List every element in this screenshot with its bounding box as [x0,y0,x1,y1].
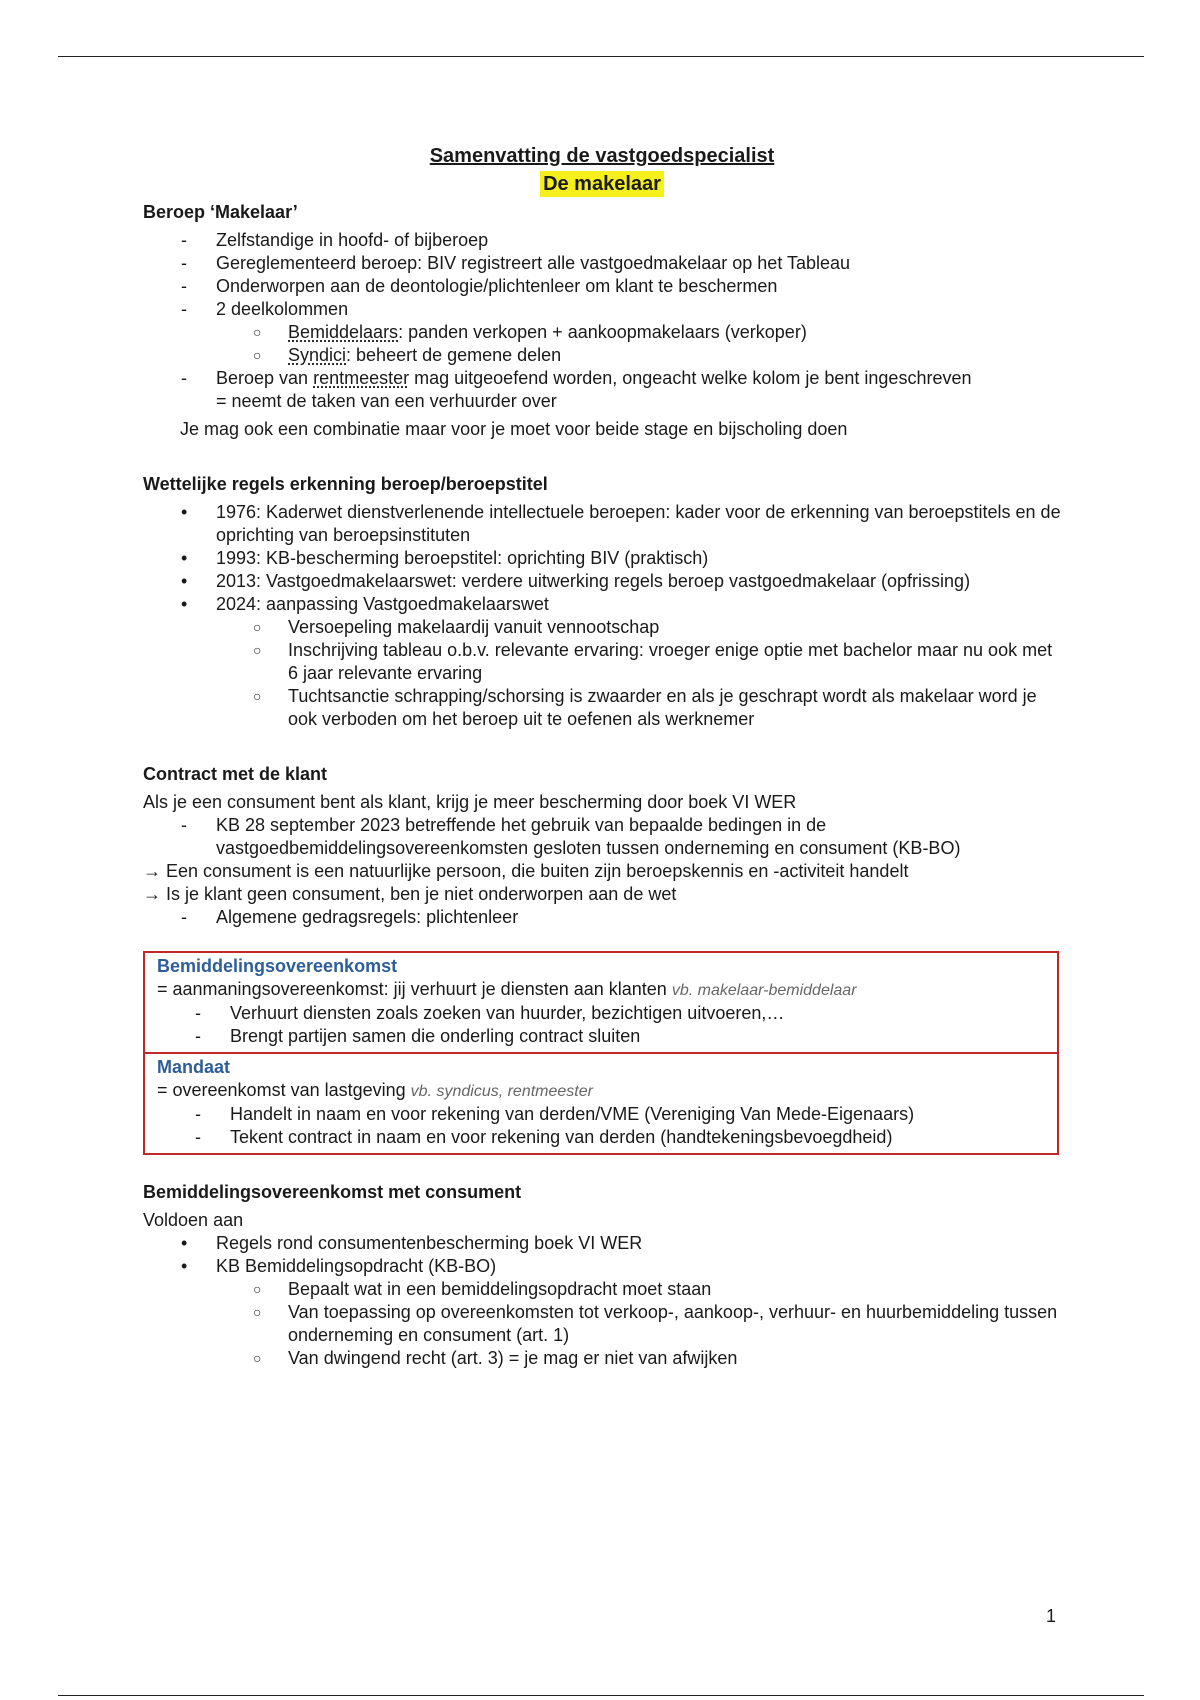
box-section-bemiddeling [145,953,1057,1052]
list-item [143,1232,1061,1255]
list-beroep [143,229,1061,413]
list-item [143,275,1061,298]
footer-rule [58,1695,1144,1696]
list-gedragsregels [143,906,1061,929]
example-text: vb. makelaar-bemiddelaar [671,982,857,999]
list-item [143,593,1061,616]
list-item-text: Algemene gedragsregels: plichtenleer [216,907,519,927]
list-item [157,1103,1045,1126]
circle-bullet-icon: ○ [253,1281,262,1297]
paragraph: Als je een consument bent als klant, krijg je meer bescherming door boek VI WER [143,792,797,812]
circle-bullet-icon: ○ [253,642,262,658]
section-heading-beroep: Beroep ‘Makelaar’ [143,202,298,222]
list-item [143,906,1061,929]
page-subtitle-highlighted: De makelaar [540,171,664,197]
sub-list-item [143,344,1061,367]
list-item [143,252,1061,275]
bullet-icon: • [181,502,188,522]
list-bemiddeling-consument [143,1232,1061,1370]
circle-bullet-icon: ○ [253,688,262,704]
list-item-text: Van toepassing op overeenkomsten tot verkoop-, aankoop-, verhuur- en huurbemiddeling tussen onderneming en consument (art. 1) [288,1302,1058,1345]
list-item-text: Beroep van [216,368,314,388]
note-text: Je mag ook een combinatie maar voor je moet voor beide stage en bijscholing doen [180,419,848,439]
list-item-text: Versoepeling makelaardij vanuit vennootschap [288,617,660,637]
box-definition [157,1079,1045,1103]
dotted-term: Syndici [288,345,347,365]
list-item [143,1255,1061,1278]
list-item [143,501,1061,547]
dash-marker: - [181,276,187,296]
list-item-text: Brengt partijen samen die onderling contract sluiten [230,1026,641,1046]
example-text: vb. syndicus, rentmeester [410,1083,593,1100]
circle-bullet-icon: ○ [253,1304,262,1320]
list-item-text: 2013: Vastgoedmakelaarswet: verdere uitwerking regels beroep vastgoedmakelaar (opfrissing) [216,571,971,591]
list-item [143,229,1061,252]
circle-bullet-icon: ○ [253,619,262,635]
dash-marker: - [181,230,187,250]
bullet-icon: • [181,571,188,591]
circle-bullet-icon: ○ [253,1350,262,1366]
bullet-icon: • [181,548,188,568]
list-item-text: mag uitgeoefend worden, ongeacht welke kolom je bent ingeschreven [409,368,972,388]
list-item-text: KB Bemiddelingsopdracht (KB-BO) [216,1256,497,1276]
list-item-text: Zelfstandige in hoofd- of bijberoep [216,230,489,250]
list-item-text: Regels rond consumentenbescherming boek VI WER [216,1233,643,1253]
section-heading-bemiddeling-consument: Bemiddelingsovereenkomst met consument [143,1182,522,1202]
arrow-line: → Is je klant geen consument, ben je niet onderworpen aan de wet [143,884,677,904]
list-item-text: KB 28 september 2023 betreffende het gebruik van bepaalde bedingen in de vastgoedbemiddelingsovereenkomsten gesloten tussen onderneming en consument (KB-BO) [216,815,961,858]
bullet-icon: • [181,1256,188,1276]
circle-bullet-icon: ○ [253,347,262,363]
list-item-text: Verhuurt diensten zoals zoeken van huurder, bezichtigen uitvoeren,… [230,1003,785,1023]
dotted-term: rentmeester [313,368,410,388]
list-item [157,1025,1045,1048]
sub-list-item [143,616,1061,639]
list-item [157,1002,1045,1025]
box-list [157,1002,1045,1048]
document-page [143,143,1061,1370]
page-number: 1 [1046,1606,1057,1626]
dotted-term: Bemiddelaars [288,322,399,342]
definition-text: = aanmaningsovereenkomst: jij verhuurt je diensten aan klanten [157,979,667,999]
list-item [143,814,1061,860]
list-item-text: Bepaalt wat in een bemiddelingsopdracht moet staan [288,1279,712,1299]
list-item [143,547,1061,570]
sub-list-item [143,1278,1061,1301]
definition-text: = overeenkomst van lastgeving [157,1080,406,1100]
sub-list-item [143,1347,1061,1370]
list-item-continuation: = neemt de taken van een verhuurder over [216,391,557,411]
list-item-text: 1976: Kaderwet dienstverlenende intellectuele beroepen: kader voor de erkenning van beroepstitels en de oprichting van beroepsinstituten [216,502,1061,545]
sub-list-item [143,639,1061,685]
list-item-text: Van dwingend recht (art. 3) = je mag er niet van afwijken [288,1348,738,1368]
dash-marker: - [181,907,187,927]
list-item-text: : panden verkopen + aankoopmakelaars (verkoper) [398,322,807,342]
circle-bullet-icon: ○ [253,324,262,340]
definition-box [143,951,1059,1155]
list-item-text: Gereglementeerd beroep: BIV registreert alle vastgoedmakelaar op het Tableau [216,253,851,273]
box-definition [157,978,1045,1002]
section-heading-wettelijke-regels: Wettelijke regels erkenning beroep/beroepstitel [143,474,548,494]
list-item-text: Tekent contract in naam en voor rekening van derden (handtekeningsbevoegdheid) [230,1127,893,1147]
sub-list-item [143,321,1061,344]
sub-list-item [143,1301,1061,1347]
list-item [143,298,1061,321]
bullet-icon: • [181,594,188,614]
dash-marker: - [181,368,187,388]
dash-marker: - [181,299,187,319]
dash-marker: - [195,1026,201,1046]
list-wettelijke-regels [143,501,1061,731]
list-item-text: Inschrijving tableau o.b.v. relevante ervaring: vroeger enige optie met bachelor maar nu ook met 6 jaar relevante ervaring [288,640,1053,683]
list-item-text: : beheert de gemene delen [346,345,562,365]
dash-marker: - [195,1104,201,1124]
list-item-text: Onderworpen aan de deontologie/plichtenleer om klant te beschermen [216,276,778,296]
list-item-text: Tuchtsanctie schrapping/schorsing is zwaarder en als je geschrapt wordt als makelaar word je ook verboden om het beroep uit te oefenen als werknemer [288,686,1037,729]
dash-marker: - [195,1127,201,1147]
paragraph: Voldoen aan [143,1210,244,1230]
subtitle-wrap [143,171,1061,197]
sub-list-item [143,685,1061,731]
list-item-text: 2024: aanpassing Vastgoedmakelaarswet [216,594,549,614]
box-list [157,1103,1045,1149]
list-item-text: 2 deelkolommen [216,299,349,319]
list-item [143,570,1061,593]
list-item [157,1126,1045,1149]
dash-marker: - [195,1003,201,1023]
arrow-line: → Een consument is een natuurlijke persoon, die buiten zijn beroepskennis en -activiteit handelt [143,861,909,881]
box-heading: Bemiddelingsovereenkomst [157,956,398,976]
dash-marker: - [181,815,187,835]
page-title: Samenvatting de vastgoedspecialist [429,145,775,167]
list-item-text: 1993: KB-bescherming beroepstitel: oprichting BIV (praktisch) [216,548,709,568]
section-heading-contract: Contract met de klant [143,764,328,784]
list-item [143,367,1061,413]
bullet-icon: • [181,1233,188,1253]
header-rule [58,56,1144,57]
list-contract [143,814,1061,860]
dash-marker: - [181,253,187,273]
list-item-text: Handelt in naam en voor rekening van derden/VME (Vereniging Van Mede-Eigenaars) [230,1104,915,1124]
box-section-mandaat [145,1052,1057,1153]
box-heading: Mandaat [157,1057,231,1077]
